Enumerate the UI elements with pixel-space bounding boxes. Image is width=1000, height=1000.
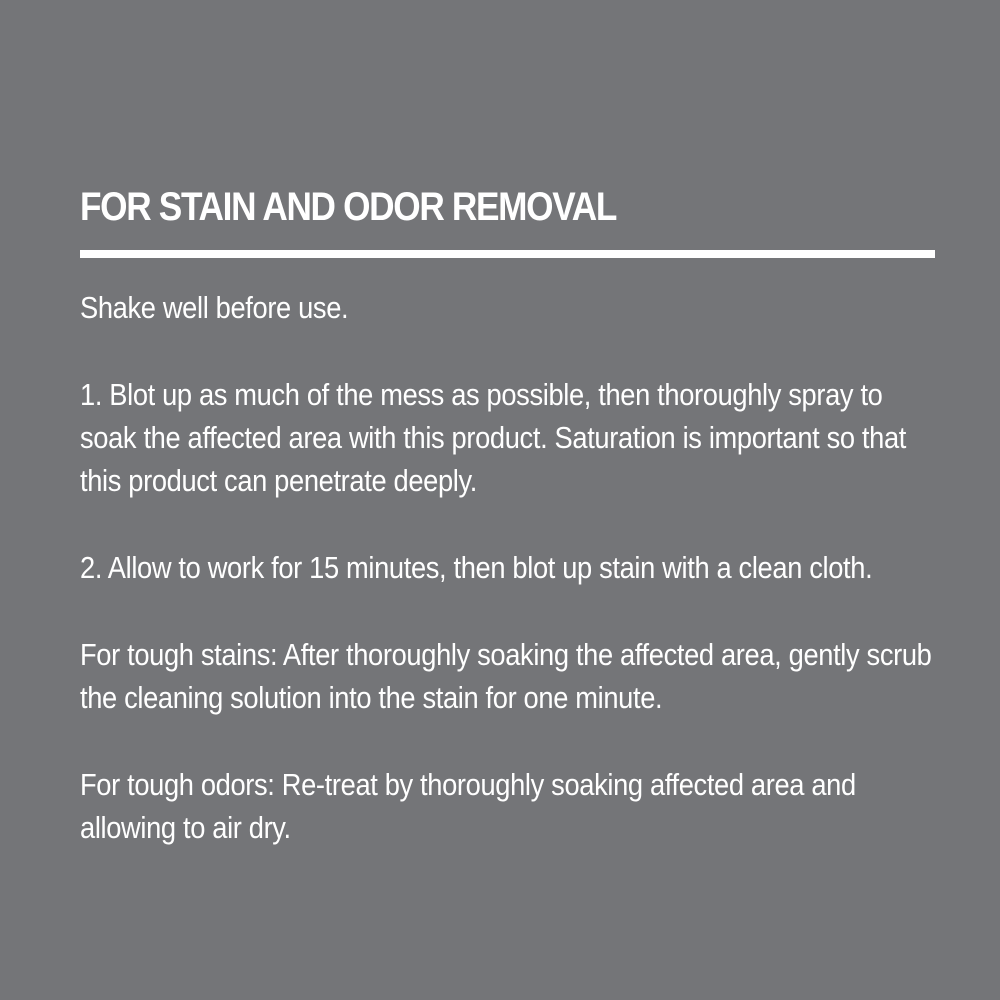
instructions-panel <box>80 180 935 849</box>
section-heading: FOR STAIN AND ODOR REMOVAL <box>80 185 617 229</box>
instruction-shake: Shake well before use. <box>80 290 349 325</box>
heading-divider <box>80 250 935 258</box>
instructions-body <box>80 286 935 849</box>
instruction-tough-stains: For tough stains: After thoroughly soaking the affected area, gently scrub the cleaning solution into the stain for one minute. <box>80 637 932 715</box>
instruction-tough-odors: For tough odors: Re-treat by thoroughly soaking affected area and allowing to air dry. <box>80 767 856 845</box>
instruction-step-1: 1. Blot up as much of the mess as possible, then thoroughly spray to soak the affected area with this product. Saturation is important so that this product can penetrate deeply. <box>80 377 907 498</box>
instruction-step-2: 2. Allow to work for 15 minutes, then blot up stain with a clean cloth. <box>80 550 873 585</box>
